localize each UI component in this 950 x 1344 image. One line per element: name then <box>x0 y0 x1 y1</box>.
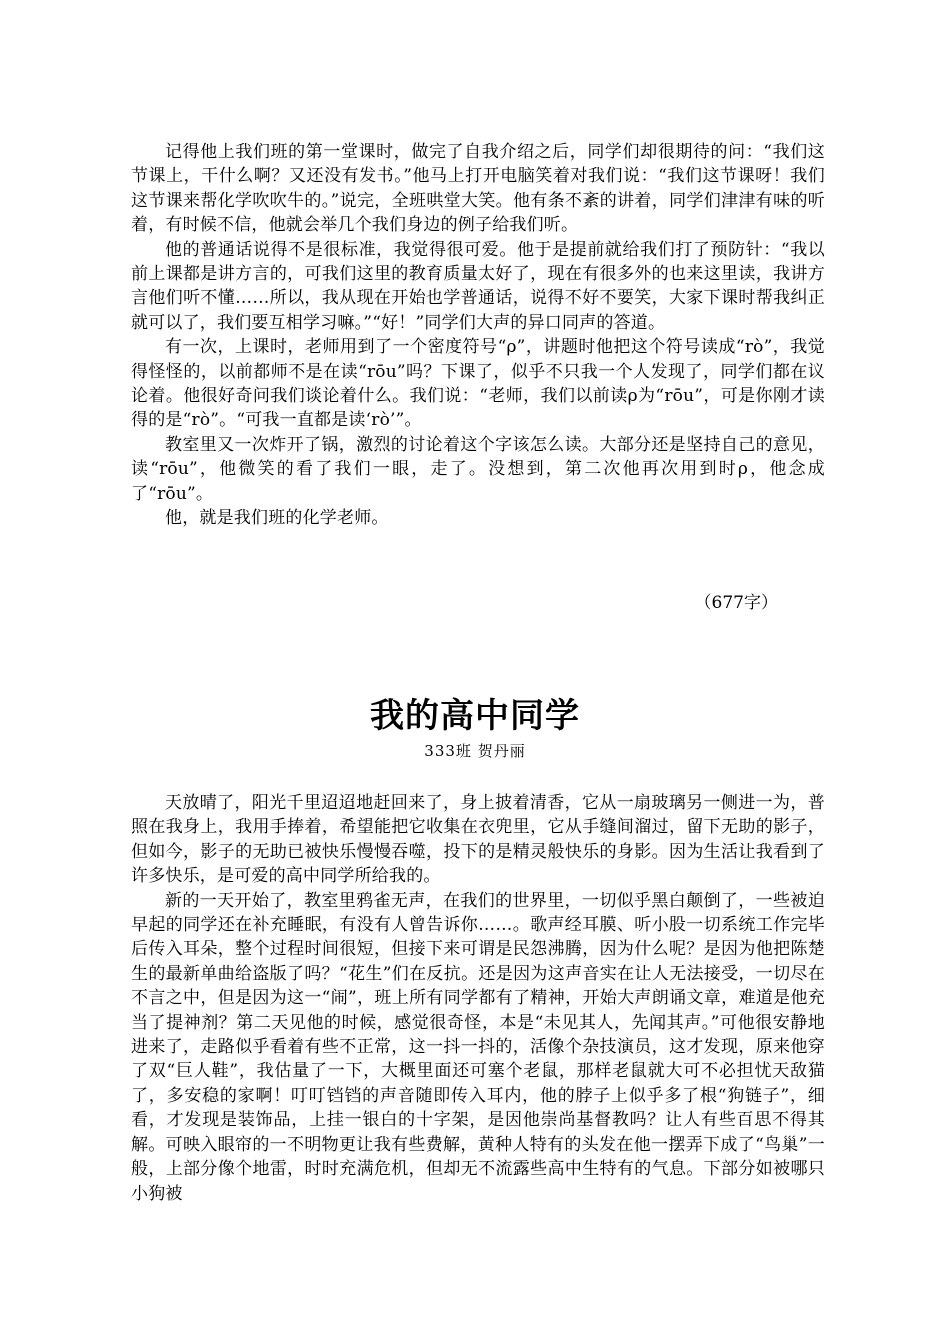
essay-chemistry-teacher <box>131 140 825 531</box>
paragraph: 教室里又一次炸开了锅，激烈的讨论着这个字该怎么读。大部分还是坚持自己的意见，读“rōu”，他微笑的看了我们一眼，走了。没想到，第二次他再次用到时ρ，他念成了“rōu”。 <box>131 434 825 504</box>
essay-title: 我的高中同学 <box>370 696 580 736</box>
paragraph: 新的一天开始了，教室里鸦雀无声，在我们的世界里，一切似乎黑白颠倒了，一些被迫早起的同学还在补充睡眠，有没有人曾告诉你……。歌声经耳膜、听小股一切系统工作完毕后传入耳朵，整个过程时间很短，但接下来可谓是民怨沸腾，因为什么呢？是因为他把陈楚生的最新单曲给盗版了吗？“花生”们在反抗。还是因为这声音实在让人无法接受，一切尽在不言之中，但是因为这一“闹”，班上所有同学都有了精神，开始大声朗诵文章，难道是他充当了提神剂？第二天见他的时候，感觉很奇怪，本是“未见其人，先闻其声。”可他很安静地进来了，走路似乎看着有些不正常，这一抖一抖的，活像个杂技演员，这才发现，原来他穿了双“巨人鞋”，我估量了一下，大概里面还可塞个老鼠，那样老鼠就大可不必担忧天敌猫了，多安稳的家啊！叮叮铛铛的声音随即传入耳内，他的脖子上似乎多了根“狗链子”，细看，才发现是装饰品，上挂一银白的十字架，是因他崇尚基督教吗？让人有些百思不得其解。可映入眼帘的一不明物更让我有些费解，黄种人特有的头发在他一摆弄下成了“鸟巢”一般，上部分像个地雷，时时充满危机，但却无不流露些高中生特有的气息。下部分如被哪只小狗被 <box>131 890 825 1204</box>
paragraph: 有一次，上课时，老师用到了一个密度符号“ρ”，讲题时他把这个符号读成“rò”，我觉得怪怪的，以前都师不是在读“rōu”吗？下课了，似乎不只我一个人发现了，同学们都在议论着。他很好奇问我们谈论着什么。我们说：“老师，我们以前读ρ为“rōu”，可是你刚才读得的是“rò”。“可我一直都是读‘rò’”。 <box>131 337 825 431</box>
paragraph: 天放晴了，阳光千里迢迢地赶回来了，身上披着清香，它从一扇玻璃另一侧进一为，普照在我身上，我用手捧着，希望能把它收集在衣兜里，它从手缝间溜过，留下无助的影子，但如今，影子的无助已被快乐慢慢吞噬，投下的是精灵般快乐的身影。因为生活让我看到了许多快乐，是可爱的高中同学所给我的。 <box>131 793 825 887</box>
paragraph: 他的普通话说得不是很标准，我觉得很可爱。他于是提前就给我们打了预防针：“我以前上课都是讲方言的，可我们这里的教育质量太好了，现在有很多外的也来这里读，我讲方言他们听不懂……所以，我从现在开始也学普通话，说得不好不要笑，大家下课时帮我纠正就可以了，我们要互相学习嘛。”“好！”同学们大声的异口同声的答道。 <box>131 239 825 333</box>
paragraph: 他，就是我们班的化学老师。 <box>165 508 389 529</box>
word-count: （677字） <box>694 593 778 613</box>
paragraph: 记得他上我们班的第一堂课时，做完了自我介绍之后，同学们却很期待的问：“我们这节课上，干什么啊？又还没有发书。”他马上打开电脑笑着对我们说：“我们这节课呀！我们这节课来帮化学吹吹牛的。”说完，全班哄堂大笑。他有条不紊的讲着，同学们津津有味的听着，有时候不信，他就会举几个我们身边的例子给我们听。 <box>131 142 825 236</box>
essay-high-school-classmate <box>131 791 825 1206</box>
author-byline: 333班 贺丹丽 <box>424 742 526 760</box>
